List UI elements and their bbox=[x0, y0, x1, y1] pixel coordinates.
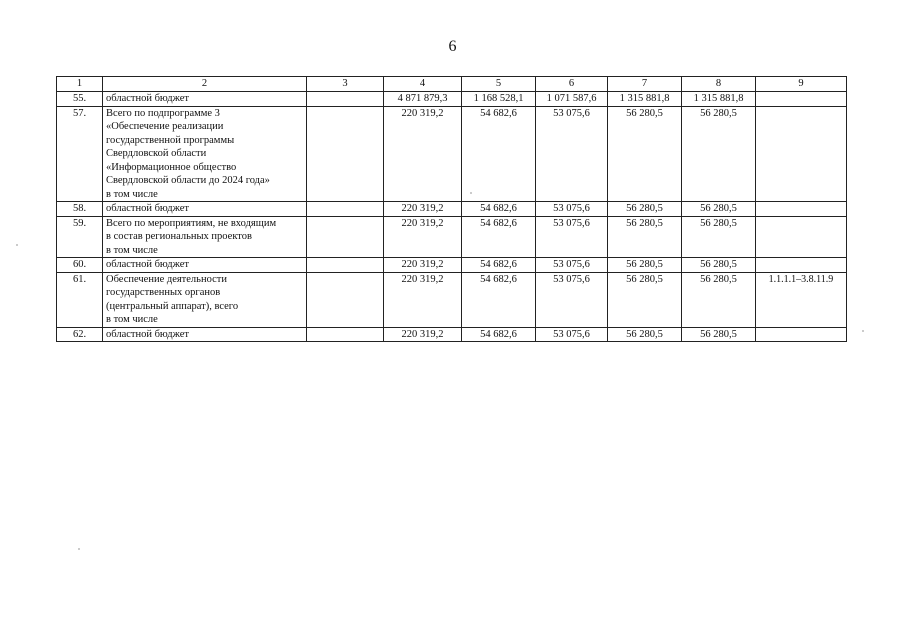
row-number: 59. bbox=[57, 216, 103, 258]
amount-cell: 1 071 587,6 bbox=[536, 92, 608, 107]
row-name bbox=[103, 202, 307, 217]
col3-cell bbox=[307, 202, 384, 217]
table-row bbox=[57, 92, 847, 107]
target-code-cell bbox=[756, 258, 847, 273]
row-name-line: областной бюджет bbox=[106, 328, 189, 340]
amount-cell: 53 075,6 bbox=[536, 202, 608, 217]
amount-cell: 56 280,5 bbox=[682, 202, 756, 217]
amount-cell: 54 682,6 bbox=[462, 258, 536, 273]
target-code-cell bbox=[756, 106, 847, 202]
row-name-line: Всего по мероприятиям, не входящим bbox=[106, 217, 277, 229]
table-header-row bbox=[57, 77, 847, 92]
row-name-line: государственных органов bbox=[106, 287, 221, 298]
row-name-line: «Обеспечение реализации bbox=[106, 121, 224, 132]
row-name bbox=[103, 92, 307, 107]
col3-cell bbox=[307, 92, 384, 107]
table-row bbox=[57, 202, 847, 217]
table-row bbox=[57, 272, 847, 327]
table-row bbox=[57, 327, 847, 342]
amount-cell: 56 280,5 bbox=[608, 202, 682, 217]
row-name bbox=[103, 216, 307, 258]
column-header: 6 bbox=[536, 77, 608, 92]
table-row bbox=[57, 106, 847, 202]
amount-cell: 56 280,5 bbox=[608, 106, 682, 202]
amount-cell: 1 315 881,8 bbox=[682, 92, 756, 107]
amount-cell: 220 319,2 bbox=[384, 202, 462, 217]
page-number: 6 bbox=[448, 38, 457, 55]
target-code-cell bbox=[756, 202, 847, 217]
column-header: 5 bbox=[462, 77, 536, 92]
col3-cell bbox=[307, 106, 384, 202]
col3-cell bbox=[307, 327, 384, 342]
amount-cell: 54 682,6 bbox=[462, 202, 536, 217]
row-name-line: Свердловской области до 2024 года» bbox=[106, 175, 270, 186]
target-code-cell bbox=[756, 216, 847, 258]
amount-cell: 54 682,6 bbox=[462, 216, 536, 258]
row-number: 61. bbox=[57, 272, 103, 327]
table-body bbox=[57, 92, 847, 342]
amount-cell: 220 319,2 bbox=[384, 258, 462, 273]
amount-cell: 54 682,6 bbox=[462, 327, 536, 342]
row-name-line: Свердловской области bbox=[106, 148, 207, 159]
row-name bbox=[103, 327, 307, 342]
row-number: 57. bbox=[57, 106, 103, 202]
row-name-line: Обеспечение деятельности bbox=[106, 273, 227, 285]
scan-speck bbox=[16, 244, 18, 246]
row-name bbox=[103, 272, 307, 327]
budget-table bbox=[56, 76, 847, 342]
amount-cell: 56 280,5 bbox=[682, 272, 756, 327]
amount-cell: 220 319,2 bbox=[384, 106, 462, 202]
column-header: 9 bbox=[756, 77, 847, 92]
row-name-line: Всего по подпрограмме 3 bbox=[106, 107, 220, 119]
amount-cell: 56 280,5 bbox=[608, 272, 682, 327]
scan-speck bbox=[862, 330, 864, 332]
row-name-line: в том числе bbox=[106, 314, 158, 325]
column-header: 2 bbox=[103, 77, 307, 92]
row-name-line: в том числе bbox=[106, 244, 158, 256]
amount-cell: 53 075,6 bbox=[536, 216, 608, 258]
amount-cell: 56 280,5 bbox=[682, 327, 756, 342]
row-name-line: в состав региональных проектов bbox=[106, 231, 252, 242]
target-code-cell bbox=[756, 92, 847, 107]
column-header: 7 bbox=[608, 77, 682, 92]
amount-cell: 4 871 879,3 bbox=[384, 92, 462, 107]
row-number: 62. bbox=[57, 327, 103, 342]
row-name bbox=[103, 258, 307, 273]
column-header: 1 bbox=[57, 77, 103, 92]
scan-speck bbox=[78, 548, 80, 550]
amount-cell: 56 280,5 bbox=[682, 258, 756, 273]
amount-cell: 56 280,5 bbox=[608, 327, 682, 342]
amount-cell: 1 168 528,1 bbox=[462, 92, 536, 107]
row-name-line: областной бюджет bbox=[106, 93, 189, 104]
scan-speck bbox=[470, 192, 472, 194]
target-code-cell: 1.1.1.1–3.8.11.9 bbox=[756, 272, 847, 327]
col3-cell bbox=[307, 216, 384, 258]
column-header: 8 bbox=[682, 77, 756, 92]
row-name-line: «Информационное общество bbox=[106, 161, 237, 173]
amount-cell: 220 319,2 bbox=[384, 272, 462, 327]
amount-cell: 54 682,6 bbox=[462, 106, 536, 202]
column-header: 4 bbox=[384, 77, 462, 92]
row-name-line: в том числе bbox=[106, 188, 158, 200]
table-row bbox=[57, 216, 847, 258]
amount-cell: 220 319,2 bbox=[384, 327, 462, 342]
amount-cell: 53 075,6 bbox=[536, 258, 608, 273]
amount-cell: 56 280,5 bbox=[682, 216, 756, 258]
row-number: 55. bbox=[57, 92, 103, 107]
amount-cell: 56 280,5 bbox=[608, 258, 682, 273]
amount-cell: 56 280,5 bbox=[608, 216, 682, 258]
row-name bbox=[103, 106, 307, 202]
col3-cell bbox=[307, 272, 384, 327]
row-name-line: (центральный аппарат), всего bbox=[106, 300, 239, 312]
amount-cell: 220 319,2 bbox=[384, 216, 462, 258]
amount-cell: 54 682,6 bbox=[462, 272, 536, 327]
row-name-line: областной бюджет bbox=[106, 259, 189, 270]
amount-cell: 53 075,6 bbox=[536, 272, 608, 327]
row-number: 60. bbox=[57, 258, 103, 273]
amount-cell: 1 315 881,8 bbox=[608, 92, 682, 107]
amount-cell: 53 075,6 bbox=[536, 106, 608, 202]
row-name-line: областной бюджет bbox=[106, 203, 189, 214]
amount-cell: 56 280,5 bbox=[682, 106, 756, 202]
row-number: 58. bbox=[57, 202, 103, 217]
row-name-line: государственной программы bbox=[106, 134, 235, 146]
column-header: 3 bbox=[307, 77, 384, 92]
table-row bbox=[57, 258, 847, 273]
target-code-cell bbox=[756, 327, 847, 342]
amount-cell: 53 075,6 bbox=[536, 327, 608, 342]
col3-cell bbox=[307, 258, 384, 273]
